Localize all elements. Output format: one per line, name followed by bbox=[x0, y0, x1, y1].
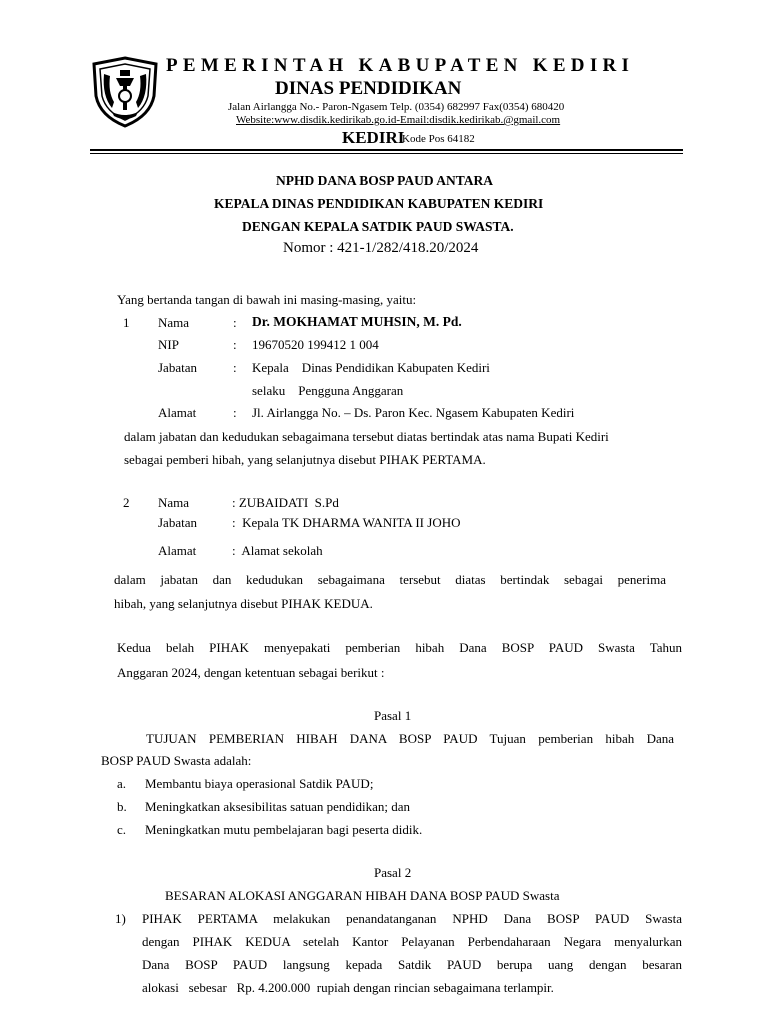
party1-colon: : bbox=[233, 405, 237, 420]
letterhead-divider-thick bbox=[90, 149, 683, 151]
pasal2-subheading: BESARAN ALOKASI ANGGARAN HIBAH DANA BOSP PAUD Swasta bbox=[165, 888, 560, 903]
agreement-line2: Anggaran 2024, dengan ketentuan sebagai berikut : bbox=[117, 665, 385, 680]
pasal1-item-marker: c. bbox=[117, 822, 127, 837]
letterhead-city: KEDIRI bbox=[342, 128, 405, 147]
pasal2-line3: Dana BOSP PAUD langsung kepada Satdik PAUD berupa uang dengan besaran bbox=[142, 957, 682, 972]
doc-title-line1: NPHD DANA BOSP PAUD ANTARA bbox=[276, 173, 494, 188]
kabupaten-kediri-emblem-icon bbox=[90, 56, 160, 128]
party2-jabatan-value: : Kepala TK DHARMA WANITA II JOHO bbox=[232, 515, 461, 530]
pasal1-heading: Pasal 1 bbox=[374, 708, 412, 723]
party2-description-line1: dalam jabatan dan kedudukan sebagaimana tersebut diatas bertindak sebagai penerima bbox=[114, 572, 666, 587]
party1-nip-value: 19670520 199412 1 004 bbox=[252, 337, 379, 352]
party1-name-value: Dr. MOKHAMAT MUHSIN, M. Pd. bbox=[252, 314, 462, 329]
pasal2-line4: alokasi sebesar Rp. 4.200.000 rupiah dengan rincian sebagaimana terlampir. bbox=[142, 980, 554, 995]
party2-alamat-value: : Alamat sekolah bbox=[232, 543, 323, 558]
pasal1-item-text: Meningkatkan mutu pembelajaran bagi peserta didik. bbox=[145, 822, 423, 837]
pasal2-line1: PIHAK PERTAMA melakukan penandatanganan NPHD Dana BOSP PAUD Swasta bbox=[142, 911, 682, 926]
party1-description-line2: sebagai pemberi hibah, yang selanjutnya disebut PIHAK PERTAMA. bbox=[124, 452, 486, 467]
letterhead-agency: DINAS PENDIDIKAN bbox=[275, 78, 462, 99]
party2-description-line2: hibah, yang selanjutnya disebut PIHAK KEDUA. bbox=[114, 596, 373, 611]
pasal2-heading: Pasal 2 bbox=[374, 865, 412, 880]
pasal1-item-marker: a. bbox=[117, 776, 127, 791]
doc-title-line3: DENGAN KEPALA SATDIK PAUD SWASTA. bbox=[242, 219, 514, 234]
doc-title-line2: KEPALA DINAS PENDIDIKAN KABUPATEN KEDIRI bbox=[214, 196, 544, 211]
pasal1-line1: TUJUAN PEMBERIAN HIBAH DANA BOSP PAUD Tujuan pemberian hibah Dana bbox=[146, 731, 674, 746]
pasal2-marker: 1) bbox=[115, 911, 126, 926]
party1-colon: : bbox=[233, 360, 237, 375]
party1-number: 1 bbox=[123, 315, 130, 330]
party1-nip-label: NIP bbox=[158, 337, 179, 352]
pasal1-line2: BOSP PAUD Swasta adalah: bbox=[101, 753, 252, 768]
party1-description-line1: dalam jabatan dan kedudukan sebagaimana tersebut diatas bertindak atas nama Bupati Kediri bbox=[124, 429, 609, 444]
pasal1-item-marker: b. bbox=[117, 799, 127, 814]
doc-number: Nomor : 421-1/282/418.20/2024 bbox=[283, 240, 479, 256]
letterhead-address: Jalan Airlangga No.- Paron-Ngasem Telp. (0354) 682997 Fax(0354) 680420 bbox=[228, 101, 565, 113]
pasal1-item-text: Membantu biaya operasional Satdik PAUD; bbox=[145, 776, 374, 791]
party1-alamat-label: Alamat bbox=[158, 405, 197, 420]
letterhead-divider-thin bbox=[90, 153, 683, 154]
party2-number: 2 bbox=[123, 495, 130, 510]
party1-jabatan-value1: Kepala Dinas Pendidikan Kabupaten Kediri bbox=[252, 360, 490, 375]
party1-colon: : bbox=[233, 315, 237, 330]
letterhead-postal: Kode Pos 64182 bbox=[402, 133, 475, 145]
party1-alamat-value: Jl. Airlangga No. – Ds. Paron Kec. Ngasem Kabupaten Kediri bbox=[252, 405, 575, 420]
party2-name-value: : ZUBAIDATI S.Pd bbox=[232, 495, 339, 510]
letterhead-government: PEMERINTAH KABUPATEN KEDIRI bbox=[166, 55, 635, 76]
party2-name-label: Nama bbox=[158, 495, 190, 510]
party1-name-label: Nama bbox=[158, 315, 190, 330]
intro-text: Yang bertanda tangan di bawah ini masing-masing, yaitu: bbox=[117, 292, 417, 307]
letterhead-web-email: Website:www.disdik.kedirikab.go.id-Email:disdik.kedirikab.@gmail.com bbox=[236, 114, 561, 126]
party2-alamat-label: Alamat bbox=[158, 543, 197, 558]
pasal2-line2: dengan PIHAK KEDUA setelah Kantor Pelayanan Perbendaharaan Negara menyalurkan bbox=[142, 934, 682, 949]
party1-jabatan-label: Jabatan bbox=[158, 360, 197, 375]
party1-jabatan-value2: selaku Pengguna Anggaran bbox=[252, 383, 404, 398]
party2-jabatan-label: Jabatan bbox=[158, 515, 197, 530]
pasal1-item-text: Meningkatkan aksesibilitas satuan pendidikan; dan bbox=[145, 799, 410, 814]
agreement-line1: Kedua belah PIHAK menyepakati pemberian hibah Dana BOSP PAUD Swasta Tahun bbox=[117, 640, 682, 655]
party1-colon: : bbox=[233, 337, 237, 352]
